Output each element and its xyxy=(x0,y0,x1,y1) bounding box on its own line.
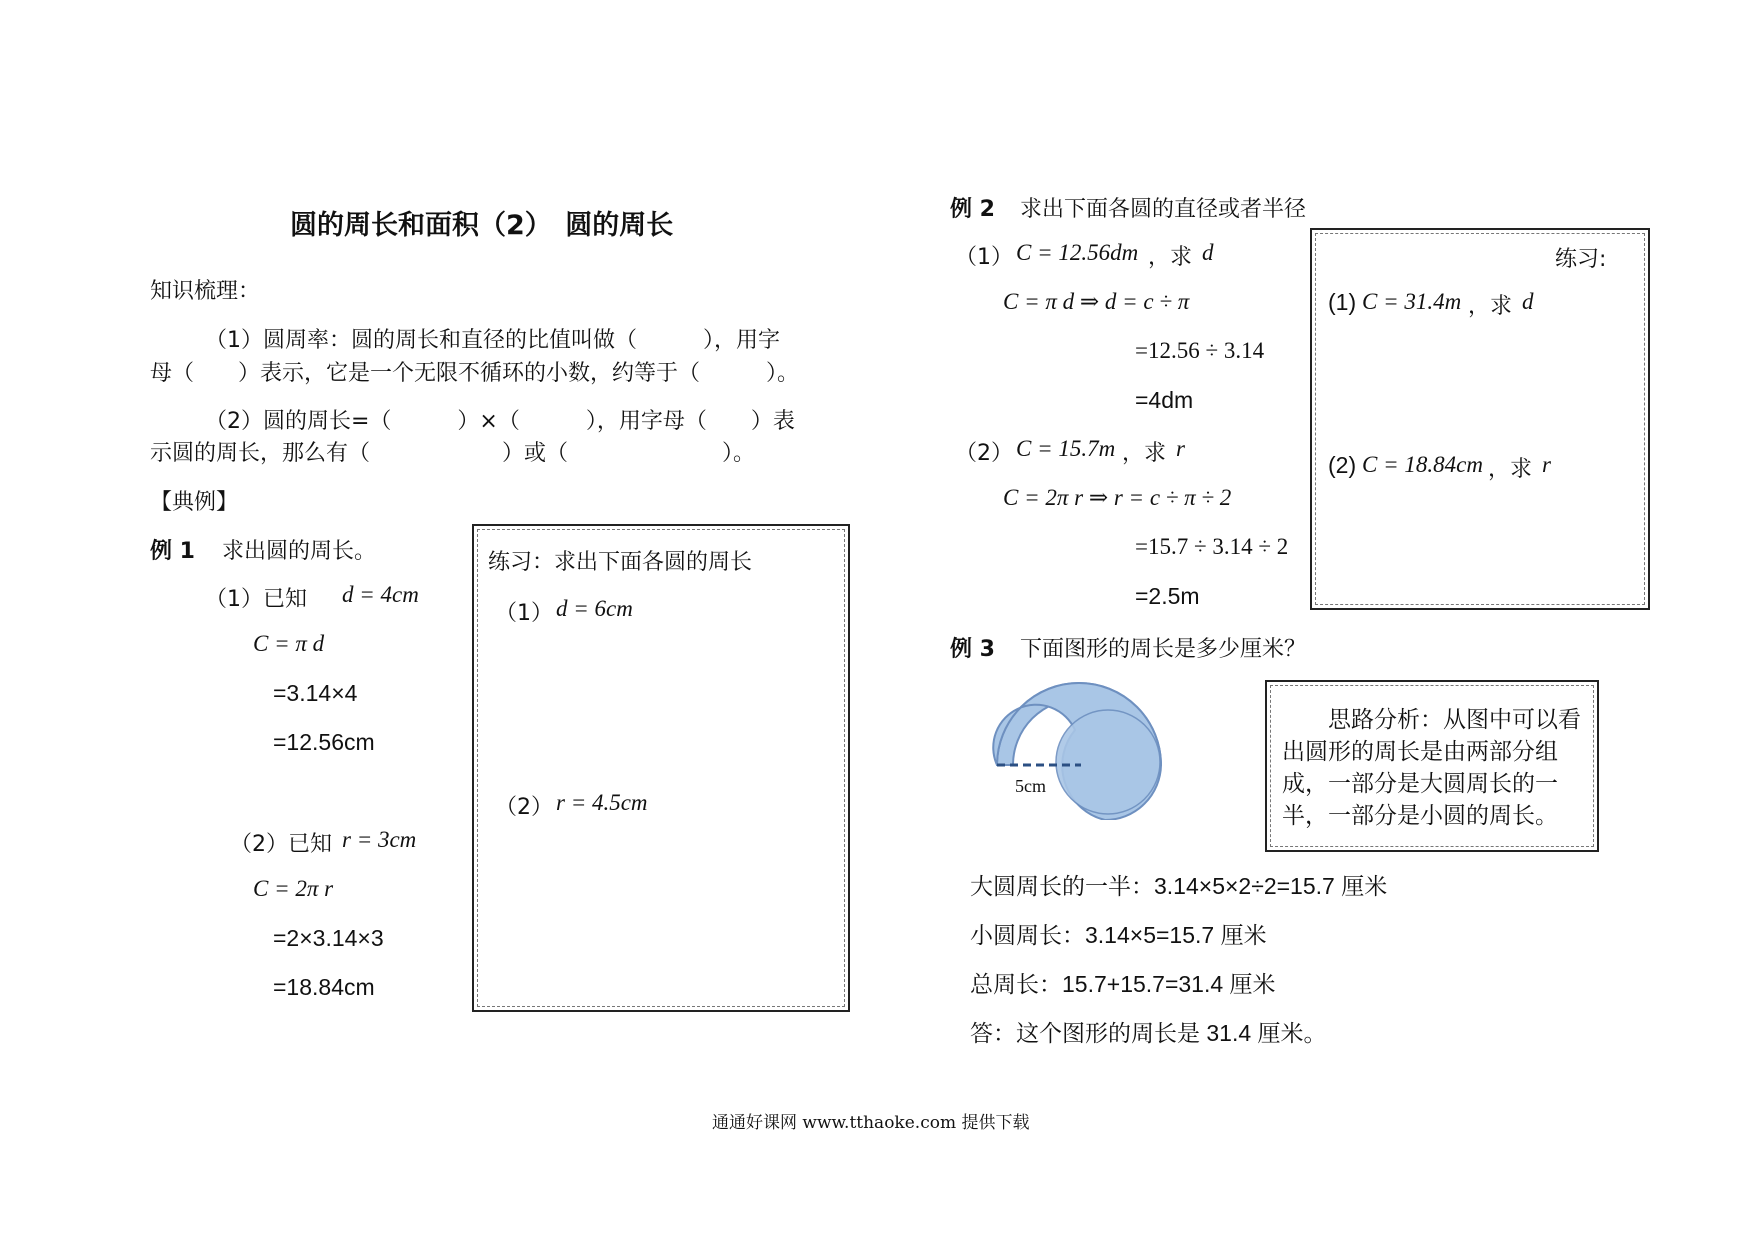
example-2-part1-ask: ，求 xyxy=(1148,245,1193,270)
example-1-part2-head: （2）已知 xyxy=(230,832,332,857)
example-1-text: 求出圆的周长。 xyxy=(222,539,377,564)
typical-examples-heading: 【典例】 xyxy=(150,490,239,515)
example-2-part1-var: d xyxy=(1202,240,1214,265)
example-2-part1-step1: =12.56 ÷ 3.14 xyxy=(1135,338,1265,363)
answer-line-1: 大圆周长的一半：3.14×5×2÷2=15.7 厘米 xyxy=(970,873,1388,899)
example-1-part2-step1: =2×3.14×3 xyxy=(273,925,384,951)
example-2-part2-ask: ，求 xyxy=(1122,441,1167,466)
practice-2-title: 练习: xyxy=(1555,247,1607,272)
example-2-part1-formula: C = π d ⇒ d = c ÷ π xyxy=(1003,289,1190,314)
example-2-part2-given: C = 15.7m xyxy=(1016,436,1116,461)
practice-2-box xyxy=(1310,228,1650,610)
practice-2-q2-head: (2) xyxy=(1328,452,1357,478)
practice-1-title: 练习：求出下面各圆的周长 xyxy=(488,550,753,575)
figure-radius-label: 5cm xyxy=(1015,776,1046,796)
example-2-part2-var: r xyxy=(1176,436,1185,461)
answer-line-4: 答：这个图形的周长是 31.4 厘米。 xyxy=(970,1020,1327,1046)
example-1-part2-given: r = 3cm xyxy=(342,827,417,852)
practice-1-q1: d = 6cm xyxy=(556,596,633,621)
answer-line-2: 小圆周长：3.14×5=15.7 厘米 xyxy=(970,922,1267,948)
analysis-text: 思路分析：从图中可以看出圆形的周长是由两部分组成，一部分是大圆周长的一半，一部分是小圆的周长。 xyxy=(1282,707,1581,829)
practice-2-q1: C = 31.4m xyxy=(1362,289,1462,314)
example-2-part2-step1: =15.7 ÷ 3.14 ÷ 2 xyxy=(1135,534,1289,559)
practice-1-q2-head: （2） xyxy=(495,795,553,820)
page-title: 圆的周长和面积（2） 圆的周长 xyxy=(290,210,674,241)
example-1-part1-head: （1）已知 xyxy=(205,587,307,612)
knowledge-1-line1: （1）圆周率：圆的周长和直径的比值叫做（ ），用字 xyxy=(205,328,780,353)
practice-2-q1-head: (1) xyxy=(1328,289,1357,315)
example-2-part2-step2: =2.5m xyxy=(1135,583,1200,609)
small-circle-shape xyxy=(1056,710,1160,814)
example-2-part1-head: （1） xyxy=(955,245,1013,270)
practice-2-q2-ask: ，求 xyxy=(1488,457,1533,482)
practice-2-q2: C = 18.84cm xyxy=(1362,452,1483,477)
practice-2-q1-ask: ，求 xyxy=(1468,294,1513,319)
practice-2-q2-var: r xyxy=(1542,452,1551,477)
example-2-part2-formula: C = 2π r ⇒ r = c ÷ π ÷ 2 xyxy=(1003,485,1232,510)
example-1-part2-formula: C = 2π r xyxy=(253,876,334,901)
example-3-text: 下面图形的周长是多少厘米？ xyxy=(1020,637,1307,662)
example-1-part1-formula: C = π d xyxy=(253,631,325,656)
knowledge-1-line2: 母（ ）表示，它是一个无限不循环的小数，约等于（ ）。 xyxy=(150,361,800,386)
answer-line-3: 总周长：15.7+15.7=31.4 厘米 xyxy=(970,971,1276,997)
example-2-part2-head: （2） xyxy=(955,441,1013,466)
example-1-part1-step1: =3.14×4 xyxy=(273,680,358,706)
practice-1-q2: r = 4.5cm xyxy=(556,790,648,815)
example-1-label: 例 1 xyxy=(150,539,195,564)
example-2-part1-step2: =4dm xyxy=(1135,387,1194,413)
example-2-text: 求出下面各圆的直径或者半径 xyxy=(1020,197,1307,222)
footer-credit: 通通好课网 www.tthaoke.com 提供下载 xyxy=(712,1113,1030,1133)
example-1-part1-given: d = 4cm xyxy=(342,582,419,607)
practice-2-q1-var: d xyxy=(1522,289,1534,314)
example-1-part1-step2: =12.56cm xyxy=(273,729,375,755)
knowledge-label: 知识梳理： xyxy=(150,279,261,304)
practice-1-q1-head: （1） xyxy=(495,601,553,626)
example-2-label: 例 2 xyxy=(950,197,995,222)
example-3-label: 例 3 xyxy=(950,637,995,662)
knowledge-2-line1: （2）圆的周长=（ ）×（ ），用字母（ ）表 xyxy=(205,409,795,434)
example-2-part1-given: C = 12.56dm xyxy=(1016,240,1139,265)
circle-figure xyxy=(985,670,1175,820)
example-1-part2-step2: =18.84cm xyxy=(273,974,375,1000)
knowledge-2-line2: 示圆的周长，那么有（ ）或（ ）。 xyxy=(150,441,756,466)
